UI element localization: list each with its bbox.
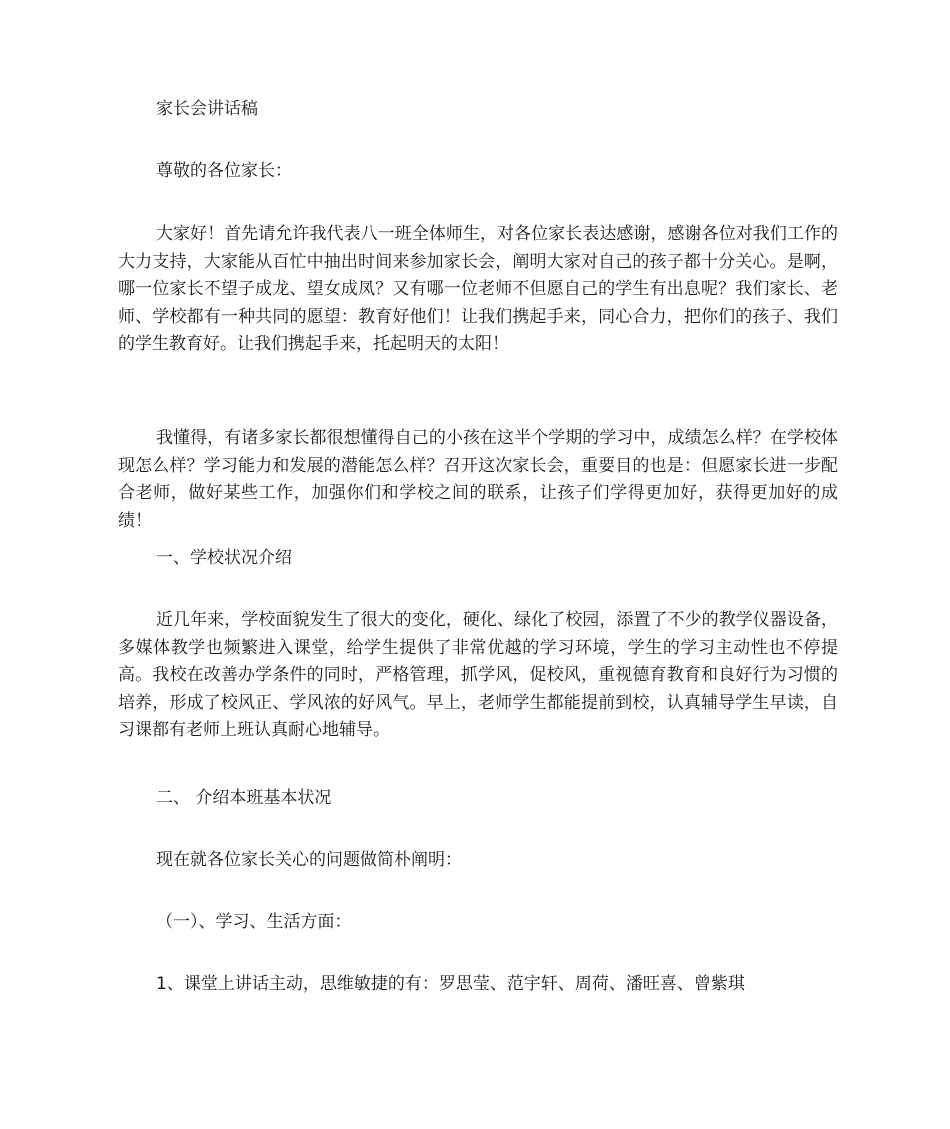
document-title: 家长会讲话稿 <box>156 99 258 119</box>
subsection-heading-study-life: （一）、学习、生活方面： <box>156 912 352 932</box>
section-heading-class: 二、 介绍本班基本状况 <box>156 788 332 808</box>
paragraph-greeting: 大家好！首先请允许我代表八一班全体师生，对各位家长表达感谢，感谢各位对我们工作的大力支持，大家能从百忙中抽出时间来参加家长会，阐明大家对自己的孩子都十分关心。是啊，哪一位家长不望子成龙、望女成凤？又有哪一位老师不但愿自己的学生有出息呢？我们家长、老师、学校都有一种共同的愿望：教育好他们！让我们携起手来，同心合力，把你们的孩子、我们的学生教育好。让我们携起手来，托起明天的太阳！ <box>118 224 838 354</box>
list-item-active-students: 1、课堂上讲话主动，思维敏捷的有：罗思莹、范宇轩、周荷、潘旺喜、曾紫琪 <box>156 974 745 994</box>
paragraph-purpose: 我懂得，有诸多家长都很想懂得自己的小孩在这半个学期的学习中，成绩怎么样？在学校体现怎么样？学习能力和发展的潜能怎么样？召开这次家长会，重要目的也是：但愿家长进一步配合老师，做好某些工作，加强你们和学校之间的联系，让孩子们学得更加好，获得更加好的成绩！ <box>118 428 838 531</box>
section-heading-school: 一、学校状况介绍 <box>156 548 292 568</box>
paragraph-school-overview: 近几年来，学校面貌发生了很大的变化，硬化、绿化了校园，添置了不少的教学仪器设备，多媒体教学也频繁进入课堂，给学生提供了非常优越的学习环境，学生的学习主动性也不停提高。我校在改善办学条件的同时，严格管理，抓学风，促校风，重视德育教育和良好行为习惯的培养，形成了校风正、学风浓的好风气。早上，老师学生都能提前到校，认真辅导学生早读，自习课都有老师上班认真耐心地辅导。 <box>118 610 838 740</box>
section-intro: 现在就各位家长关心的问题做简朴阐明： <box>156 850 462 870</box>
salutation: 尊敬的各位家长： <box>156 161 292 181</box>
